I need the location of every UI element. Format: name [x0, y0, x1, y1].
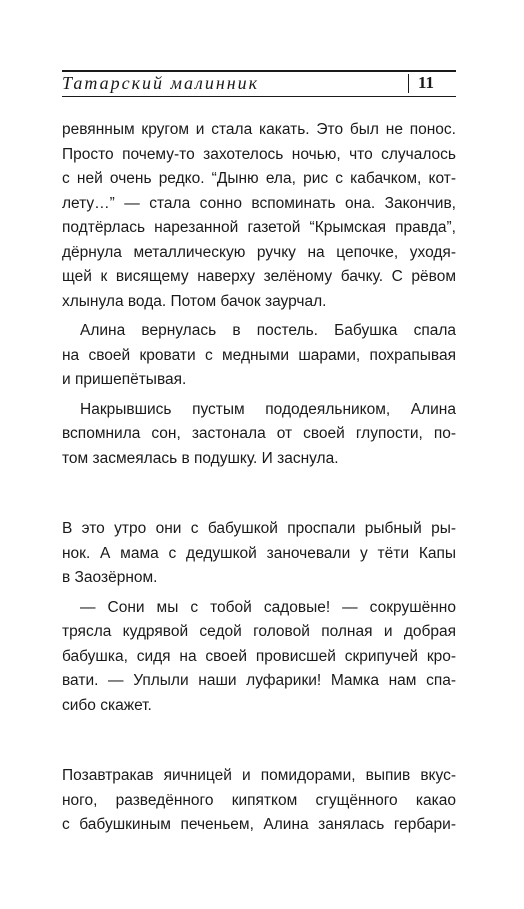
paragraph — [62, 118, 456, 314]
text-line: щей к висящему наверху зелёному бачку. С рёвом — [62, 268, 456, 285]
text-line: Алина вернулась в постель. Бабушка спала — [80, 322, 456, 339]
text-line: Просто почему-то захотелось ночью, что случалось — [62, 145, 456, 163]
text-line: ревянным кругом и стала какать. Это был не понос. — [62, 121, 456, 138]
text-line: том засмеялась в подушку. И заснула. — [62, 449, 339, 467]
running-header — [62, 70, 456, 98]
text-line: с ней очень редко. “Дыню ела, рис с кабачком, кот- — [62, 170, 456, 187]
text-line: подтёрлась нарезанной газетой “Крымская правда”, — [62, 219, 456, 236]
running-title: Татарский малинник — [62, 73, 260, 93]
header-top-rule — [62, 70, 456, 72]
paragraph — [62, 319, 456, 393]
text-line: трясла кудрявой седой головой полная и добрая — [62, 623, 456, 640]
text-line: Позавтракав яичницей и помидорами, выпив вкус- — [62, 767, 456, 784]
text-line: ного, разведённого кипятком сгущённого какао — [62, 791, 456, 809]
text-line: и пришепётывая. — [62, 371, 187, 388]
header-separator — [408, 74, 409, 93]
text-line: лету…” — стала сонно вспоминать она. Закончив, — [62, 194, 456, 212]
text-line: нок. А мама с дедушкой заночевали у тёти Капы — [62, 544, 456, 562]
text-line: бабушка, сидя на своей провисшей скрипучей кро- — [62, 647, 456, 665]
text-line: в Заозёрном. — [62, 569, 158, 586]
paragraph — [62, 596, 456, 719]
paragraph — [62, 398, 456, 472]
paragraph — [62, 517, 456, 591]
text-line: на своей кровати с медными шарами, похрапывая — [62, 346, 456, 364]
header-bottom-rule — [62, 96, 456, 97]
text-line: хлынула вода. Потом бачок заурчал. — [62, 292, 327, 310]
text-line: дёрнула металлическую ручку на цепочке, уходя- — [62, 243, 456, 261]
text-line: сибо скажет. — [62, 696, 152, 714]
text-line: вати. — Уплыли наши луфарики! Мамка нам спа- — [62, 672, 456, 689]
text-line: с бабушкиным печеньем, Алина занялась гербари- — [62, 816, 456, 833]
page-number: 11 — [418, 73, 435, 92]
paragraph — [62, 764, 456, 838]
text-line: — Сони мы с тобой садовые! — сокрушённо — [80, 598, 456, 616]
text-line: Накрывшись пустым пододеяльником, Алина — [80, 400, 456, 418]
text-line: В это утро они с бабушкой проспали рыбный ры- — [62, 520, 456, 537]
body-text — [62, 118, 456, 838]
text-line: вспомнила сон, застонала от своей глупости, по- — [62, 425, 456, 442]
